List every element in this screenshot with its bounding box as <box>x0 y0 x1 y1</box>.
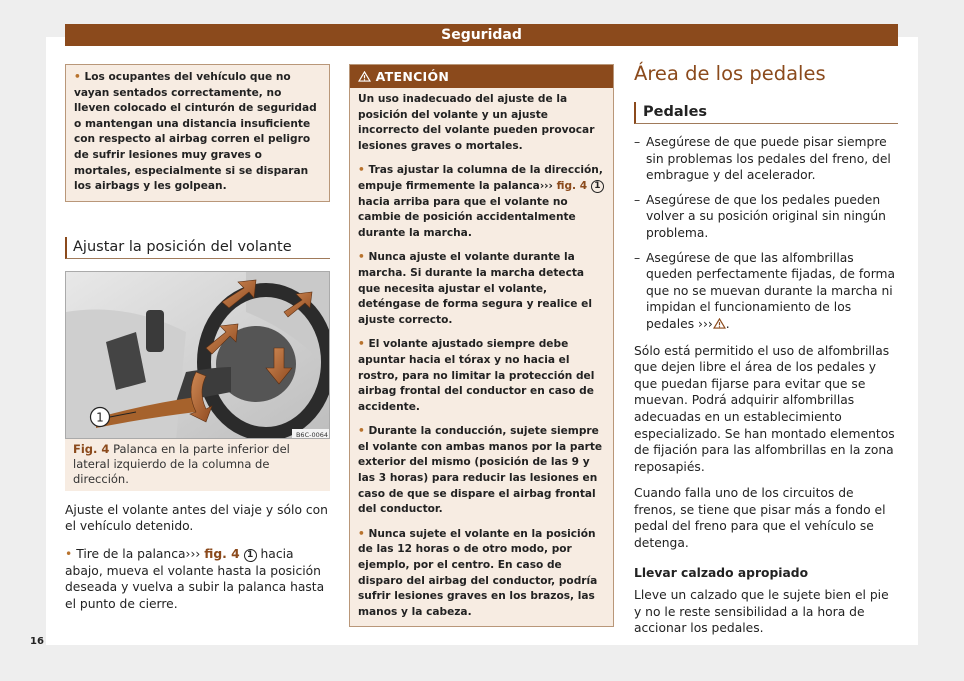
warning-header <box>350 65 613 88</box>
page-number: 16 <box>30 636 44 647</box>
warning-title: ATENCIÓN <box>375 69 450 84</box>
warning-item: • Durante la conducción, sujete siempre el volante con ambas manos por la parte exterior del mismo (posición de las 9 y las 3 horas) para reducir las lesiones en caso de que se dispare el airbag frontal del conductor. <box>358 425 603 516</box>
cross-ref-arrows: ››› <box>539 179 553 192</box>
chapter-header: Seguridad <box>65 24 898 46</box>
cross-ref-arrows: ››› <box>185 546 201 561</box>
bullet-dot-icon: • <box>358 338 365 351</box>
bullet-dot-icon: • <box>74 71 81 83</box>
column-right <box>634 60 898 637</box>
bullet-dot-icon: • <box>358 251 365 264</box>
callout-number: 1 <box>591 180 604 193</box>
section-title: Pedales <box>634 102 898 124</box>
pedal-checklist <box>634 134 898 333</box>
warning-box <box>349 64 614 627</box>
warning-item: • Tras ajustar la columna de la dirección, empuje firmemente la palanca››› fig. 4 1 hacia arriba para que el volante no cambie de posición accidentalmente durante la marcha. <box>358 164 603 239</box>
figure-caption <box>65 439 330 491</box>
instruction-text: Tire de la palanca <box>76 546 186 561</box>
figure-code: B6C-0064 <box>295 430 328 439</box>
instruction-paragraph <box>65 546 330 612</box>
figure-callout: 1 <box>96 410 104 425</box>
figure-link[interactable]: fig. 4 <box>204 546 240 561</box>
chapter-title: Área de los pedales <box>634 62 826 85</box>
list-item: – Asegúrese de que puede pisar siempre sin problemas los pedales del freno, del embrague y del acelerador. <box>634 134 898 184</box>
note-box <box>65 64 330 202</box>
figure-link[interactable]: fig. 4 <box>556 179 588 192</box>
note-text: Los ocupantes del vehículo que no vayan sentados correctamente, no lleven colocado el cinturón de seguridad o mantengan una distancia insuficiente con respecto al airbag corren el peligro de sufrir lesiones muy graves o mortales, especialmente si se disparan los airbags y les golpean. <box>74 71 317 193</box>
section-title: Ajustar la posición del volante <box>65 237 330 259</box>
steering-figure <box>65 271 330 439</box>
bullet-dot-icon: • <box>358 425 365 438</box>
column-left <box>65 64 330 612</box>
figure-caption-text: Palanca en la parte inferior del lateral izquierdo de la columna de dirección. <box>73 441 290 486</box>
warning-triangle-icon[interactable] <box>713 318 726 329</box>
list-item: – Asegúrese de que las alfombrillas queden perfectamente fijadas, de forma que no se muevan durante la marcha ni impidan el funcionamiento de los pedales ››› . <box>634 250 898 333</box>
paragraph: Ajuste el volante antes del viaje y sólo con el vehículo detenido. <box>65 502 328 534</box>
figure-label: Fig. 4 <box>73 441 110 456</box>
warning-triangle-icon <box>358 71 371 82</box>
callout-number: 1 <box>244 549 257 562</box>
paragraph: Lleve un calzado que le sujete bien el pie y no le reste sensibilidad a la hora de accionar los pedales. <box>634 588 889 636</box>
list-item: – Asegúrese de que los pedales pueden volver a su posición original sin ningún problema. <box>634 192 898 242</box>
warning-item: • Nunca ajuste el volante durante la marcha. Si durante la marcha detecta que necesita ajustar el volante, deténgase de forma segura y realice el ajuste correcto. <box>358 251 592 326</box>
paragraph: Cuando falla uno de los circuitos de frenos, se tiene que pisar más a fondo el pedal del freno para que el vehículo se detenga. <box>634 486 886 551</box>
bullet-dot-icon: • <box>358 164 365 177</box>
paragraph: Sólo está permitido el uso de alfombrillas que dejen libre el área de los pedales y que puedan fijarse para evitar que se muevan. Podrá adquirir alfombrillas adecuadas en un establecimiento especializado. Se han montado elementos de fijación para las alfombrillas en la zona reposapiés. <box>634 343 895 474</box>
subheading: Llevar calzado apropiado <box>634 565 809 580</box>
warning-intro: Un uso inadecuado del ajuste de la posición del volante y un ajuste incorrecto del volante pueden provocar lesiones graves o mortales. <box>358 93 595 152</box>
cross-ref-arrows[interactable]: ››› <box>698 316 713 331</box>
column-middle <box>349 64 614 627</box>
warning-item: • Nunca sujete el volante en la posición de las 12 horas o de otro modo, por ejemplo, por el centro. En caso de disparo del airbag del conductor, podría sufrir lesiones graves en los brazos, las manos y la cabeza. <box>358 527 598 618</box>
instruction-text-end: hacia abajo, mueva el volante hasta la posición deseada y vuelva a subir la palanca hasta el punto de cierre. <box>65 546 325 611</box>
bullet-dot-icon: • <box>358 527 365 540</box>
warning-body <box>350 88 613 626</box>
bullet-dot-icon: • <box>65 546 73 561</box>
steering-illustration <box>66 272 330 439</box>
warning-item: • El volante ajustado siempre debe apuntar hacia el tórax y no hacia el rostro, para no limitar la protección del airbag frontal del conductor en caso de accidente. <box>358 338 595 413</box>
